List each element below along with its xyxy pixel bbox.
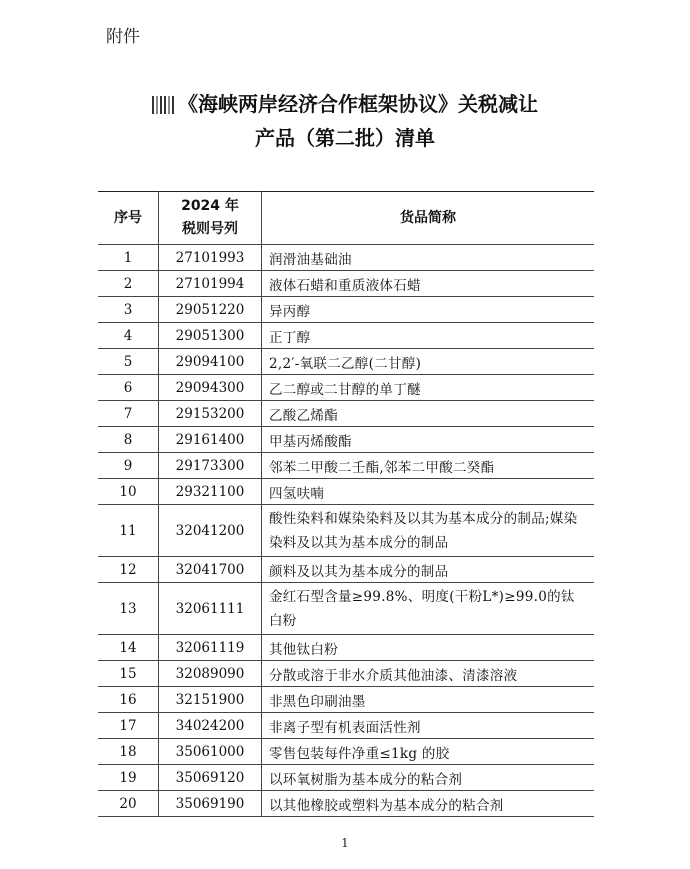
row-tariff-code: 32061119 <box>159 635 262 661</box>
row-product-name: 零售包装每件净重≤1kg 的胶 <box>262 739 595 765</box>
row-product-name: 非离子型有机表面活性剂 <box>262 713 595 739</box>
table-row <box>98 505 594 557</box>
row-seq: 11 <box>98 505 159 557</box>
table-row <box>98 557 594 583</box>
title-line1-text: 《海峡两岸经济合作框架协议》关税减让 <box>178 92 538 116</box>
row-product-name: 异丙醇 <box>262 297 595 323</box>
row-tariff-code: 29051220 <box>159 297 262 323</box>
table-row <box>98 479 594 505</box>
row-tariff-code: 29153200 <box>159 401 262 427</box>
row-tariff-code: 29094100 <box>159 349 262 375</box>
page-number: 1 <box>341 836 349 850</box>
row-product-name: 以环氧树脂为基本成分的粘合剂 <box>262 765 595 791</box>
table-row <box>98 401 594 427</box>
table-row <box>98 583 594 635</box>
row-seq: 20 <box>98 791 159 817</box>
table-row <box>98 375 594 401</box>
row-product-name: 甲基丙烯酸酯 <box>262 427 595 453</box>
row-seq: 3 <box>98 297 159 323</box>
row-tariff-code: 35069190 <box>159 791 262 817</box>
table-row <box>98 765 594 791</box>
row-tariff-code: 29051300 <box>159 323 262 349</box>
row-seq: 6 <box>98 375 159 401</box>
table-row <box>98 713 594 739</box>
row-seq: 7 <box>98 401 159 427</box>
row-seq: 1 <box>98 245 159 271</box>
row-product-name: 分散或溶于非水介质其他油漆、清漆溶液 <box>262 661 595 687</box>
table-row <box>98 245 594 271</box>
row-product-name: 2,2′-氧联二乙醇(二甘醇) <box>262 349 595 375</box>
row-tariff-code: 32061111 <box>159 583 262 635</box>
row-seq: 13 <box>98 583 159 635</box>
row-tariff-code: 27101993 <box>159 245 262 271</box>
table-header-row <box>98 192 594 245</box>
row-product-name: 非黑色印刷油墨 <box>262 687 595 713</box>
row-product-name: 乙二醇或二甘醇的单丁醚 <box>262 375 595 401</box>
document-title-line1 <box>0 88 690 117</box>
row-product-name: 液体石蜡和重质液体石蜡 <box>262 271 595 297</box>
row-seq: 2 <box>98 271 159 297</box>
row-seq: 10 <box>98 479 159 505</box>
row-product-name: 润滑油基础油 <box>262 245 595 271</box>
table-row <box>98 635 594 661</box>
header-tariff-code <box>159 192 262 245</box>
table-row <box>98 349 594 375</box>
table-row <box>98 739 594 765</box>
row-seq: 16 <box>98 687 159 713</box>
row-seq: 5 <box>98 349 159 375</box>
row-tariff-code: 34024200 <box>159 713 262 739</box>
row-seq: 14 <box>98 635 159 661</box>
row-tariff-code: 32041200 <box>159 505 262 557</box>
row-tariff-code: 32041700 <box>159 557 262 583</box>
row-tariff-code: 35061000 <box>159 739 262 765</box>
table-row <box>98 791 594 817</box>
row-seq: 15 <box>98 661 159 687</box>
row-product-name: 邻苯二甲酸二壬酯,邻苯二甲酸二癸酯 <box>262 453 595 479</box>
product-list-table <box>98 191 594 817</box>
row-seq: 17 <box>98 713 159 739</box>
row-tariff-code: 29094300 <box>159 375 262 401</box>
row-seq: 9 <box>98 453 159 479</box>
table-row <box>98 427 594 453</box>
row-product-name: 其他钛白粉 <box>262 635 595 661</box>
table-row <box>98 323 594 349</box>
row-tariff-code: 32151900 <box>159 687 262 713</box>
row-seq: 8 <box>98 427 159 453</box>
row-product-name: 以其他橡胶或塑料为基本成分的粘合剂 <box>262 791 595 817</box>
row-seq: 4 <box>98 323 159 349</box>
header-seq: 序号 <box>98 192 159 245</box>
table-row <box>98 453 594 479</box>
row-product-name: 金红石型含量≥99.8%、明度(干粉L*)≥99.0的钛白粉 <box>262 583 595 635</box>
document-title-line2: 产品（第二批）清单 <box>255 126 435 150</box>
header-code-year: 2024 年 <box>181 198 239 214</box>
table-row <box>98 661 594 687</box>
row-tariff-code: 29173300 <box>159 453 262 479</box>
row-seq: 12 <box>98 557 159 583</box>
row-product-name: 乙酸乙烯酯 <box>262 401 595 427</box>
table-row <box>98 687 594 713</box>
row-product-name: 酸性染料和媒染染料及以其为基本成分的制品;媒染染料及以其为基本成分的制品 <box>262 505 595 557</box>
row-seq: 18 <box>98 739 159 765</box>
row-tariff-code: 32089090 <box>159 661 262 687</box>
row-product-name: 四氢呋喃 <box>262 479 595 505</box>
table-row <box>98 297 594 323</box>
row-product-name: 正丁醇 <box>262 323 595 349</box>
table-row <box>98 271 594 297</box>
attachment-label: 附件 <box>106 27 140 47</box>
redaction-mark <box>152 95 176 113</box>
header-code-label: 税则号列 <box>182 221 238 237</box>
row-tariff-code: 29321100 <box>159 479 262 505</box>
row-tariff-code: 27101994 <box>159 271 262 297</box>
row-tariff-code: 35069120 <box>159 765 262 791</box>
header-product-name: 货品简称 <box>262 192 595 245</box>
row-tariff-code: 29161400 <box>159 427 262 453</box>
row-seq: 19 <box>98 765 159 791</box>
row-product-name: 颜料及以其为基本成分的制品 <box>262 557 595 583</box>
